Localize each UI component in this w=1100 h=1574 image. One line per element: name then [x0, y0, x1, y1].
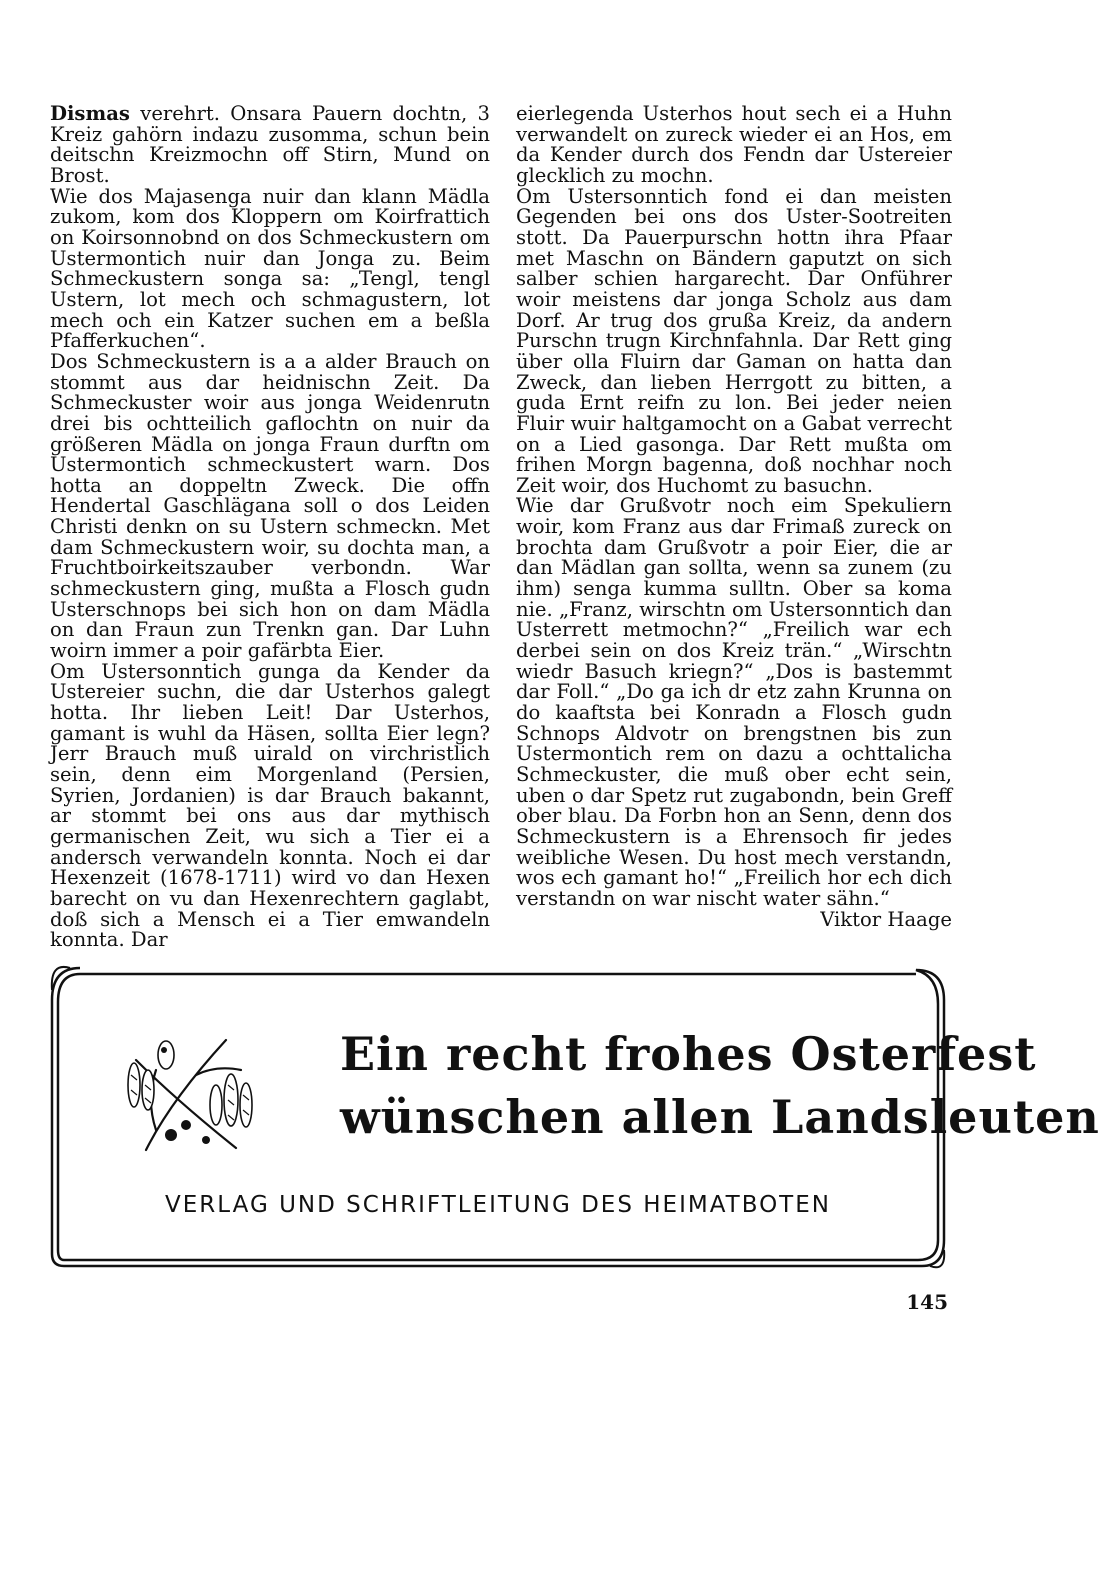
article-right-column	[516, 104, 952, 930]
publisher-line: VERLAG UND SCHRIFTLEITUNG DES HEIMATBOTEN	[165, 1192, 831, 1218]
paragraph: eierlegenda Usterhos hout sech ei a Huhn verwandelt on zureck wieder ei an Hos, em da Kender durch dos Fendn dar Ustereier glecklich zu mochn.	[516, 102, 952, 187]
greeting-subline: wünschen allen Landsleuten	[340, 1090, 1100, 1144]
page-number: 145	[906, 1290, 948, 1314]
paragraph	[50, 104, 490, 187]
paragraph: Wie dos Majasenga nuir dan klann Mädla zukom, kom dos Kloppern om Koirfrattich on Koirsonnobnd on dos Schmeckustern om Ustermontich nuir dan Jonga zu. Beim Schmeckustern songa sa: „Tengl, tengl Ustern, lot mech och schmagustern, lot mech och ein Katzer suchen em a beßla Pfafferkuchen“.	[50, 184, 490, 353]
paragraph: Dos Schmeckustern is a a alder Brauch on stommt aus dar heidnischn Zeit. Da Schmeckuster woir aus jonga Weidenrutn drei bis ochtteilich gaflochtn on nuir da größeren Mädla on jonga Fraun durftn om Ustermontich schmeckustert warn. Dos hotta an doppeltn Zweck. Die offn Hendertal Gaschlägana soll o dos Leiden Christi denkn on su Ustern schmeckn. Met dam Schmeckustern woir, su dochta man, a Fruchtboirkeitszauber verbondn. War schmeckustern ging, mußta a Flosch gudn Usterschnops bei sich hon on dam Mädla on dan Fraun zun Trenkn gan. Dar Luhn woirn immer a poir gafärbta Eier.	[50, 349, 490, 663]
paragraph-text: verehrt. Onsara Pauern dochtn, 3 Kreiz gahörn indazu zusomma, schun bein deitschn Kreizmochn off Stirn, Mund on Brost.	[50, 102, 490, 187]
article-left-column	[50, 104, 490, 951]
greeting-headline: Ein recht frohes Osterfest	[340, 1027, 1037, 1081]
lead-word: Dismas	[50, 102, 130, 125]
paragraph: Om Ustersonntich gunga da Kender da Ustereier suchn, die dar Usterhos galegt hotta. Ihr lieben Leit! Dar Usterhos, gamant is wuhl da Häsen, sollta Eier legn? Jerr Brauch muß uirald on virchristlich sein, denn eim Morgenland (Persien, Syrien, Jordanien) is dar Brauch bakannt, ar stommt bei ons aus dar mythisch germanischen Zeit, wu sich a Tier ei a andersch verwandeln konnta. Noch ei dar Hexenzeit (1678-1711) wird vo dan Hexen barecht on vu dan Hexenrechtern gaglabt, doß sich a Mensch ei a Tier emwandeln konnta. Dar	[50, 659, 490, 952]
author-signature: Viktor Haage	[820, 907, 952, 931]
paragraph: Wie dar Grußvotr noch eim Spekuliern woir, kom Franz aus dar Frimaß zureck on brochta dam Grußvotr a poir Eier, die ar dan Mädlan gan sollta, wenn sa zunem (zu ihm) senga kumma sulltn. Ober sa koma nie. „Franz, wirschtn om Ustersonntich dan Usterrett metmochn?“ „Freilich war ech derbei sein on dos Kreiz trän.“ „Wirschtn wiedr Basuch kriegn?“ „Dos is bastemmt dar Foll.“ „Do ga ich dr etz zahn Krunna on do kaaftsta bei Konradn a Flosch gudn Schnops Aldvotr on brengstnen bis zun Ustermontich rem on dazu a ochttalicha Schmeckuster, die muß ober echt sein, uben o dar Spetz rut zugabondn, bein Greff ober blau. Da Forbn hon an Senn, denn dos Schmeckustern is a Ehrensoch fir jedes weibliche Wesen. Du host mech verstandn, wos ech gamant ho!“ „Freilich hor ech dich verstandn on war nischt water sähn.“	[516, 494, 952, 910]
pussy-willow-branches-icon	[116, 1030, 256, 1160]
paragraph: Om Ustersonntich fond ei dan meisten Gegenden bei ons dos Uster-Sootreiten stott. Da Pauerpurschn hottn ihra Pfaar met Maschn on Bändern gaputzt on sich salber schien hargarecht. Dar Onführer woir meistens dar jonga Scholz aus dam Dorf. Ar trug dos grußa Kreiz, da andern Purschn trugn Kirchnfahnla. Dar Rett ging über olla Fluirn dar Gaman on hatta dan Zweck, dan lieben Herrgott zu bitten, a guda Ernt reifn zu lon. Bei jeder neien Fluir wuir haltgamocht on a Gabat verrecht on a Lied gasonga. Dar Rett mußta om frihen Morgn bagenna, doß nochhar noch Zeit woir, dos Huchomt zu basuchn.	[516, 184, 952, 497]
easter-greeting-box	[50, 960, 1100, 1574]
